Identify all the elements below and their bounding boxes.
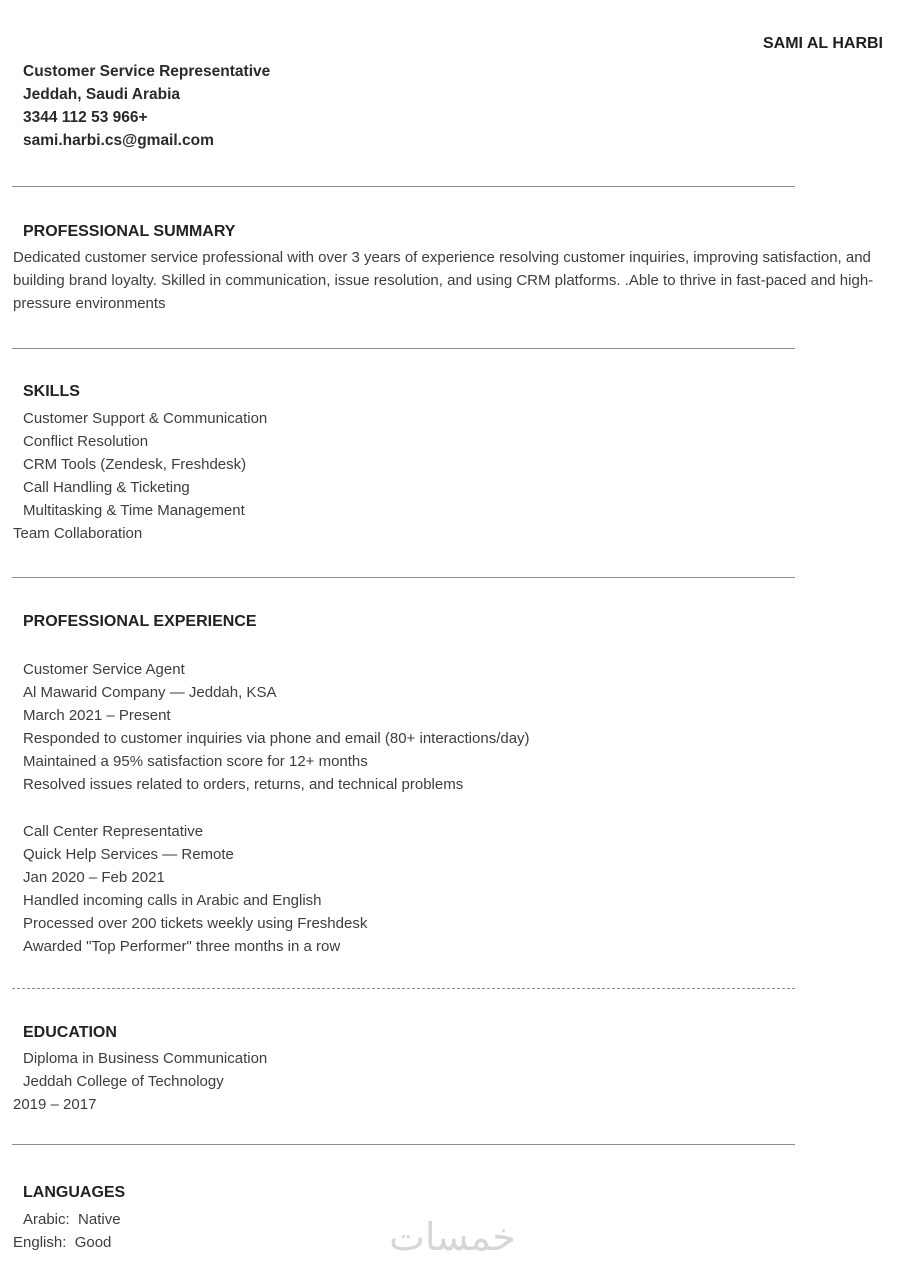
skills-list <box>0 407 905 545</box>
education-school: Jeddah College of Technology <box>23 1073 224 1090</box>
job-bullet: Awarded "Top Performer" three months in a row <box>23 938 341 955</box>
section-divider <box>12 348 795 349</box>
education-block <box>0 1047 905 1116</box>
job-company: Quick Help Services — Remote <box>23 846 234 863</box>
job-dates: March 2021 – Present <box>23 707 171 724</box>
section-divider <box>12 577 795 578</box>
skills-section <box>0 383 905 545</box>
candidate-email: sami.harbi.cs@gmail.com <box>23 132 214 149</box>
section-divider-dashed <box>12 988 795 989</box>
skill-item: Team Collaboration <box>13 525 143 542</box>
job-title: Customer Service Agent <box>23 661 185 678</box>
skill-item: CRM Tools (Zendesk, Freshdesk) <box>23 456 247 473</box>
job-bullet: Handled incoming calls in Arabic and English <box>23 892 322 909</box>
education-dates: 2019 – 2017 <box>13 1096 97 1113</box>
khamsat-watermark: خمسات <box>389 1217 516 1259</box>
candidate-title: Customer Service Representative <box>23 63 271 80</box>
candidate-location: Jeddah, Saudi Arabia <box>23 86 181 103</box>
job-dates: Jan 2020 – Feb 2021 <box>23 869 165 886</box>
language-english: English: Good <box>13 1234 112 1251</box>
job-bullet: Processed over 200 tickets weekly using Freshdesk <box>23 915 368 932</box>
summary-section <box>0 223 905 315</box>
candidate-phone: 3344 112 53 966+ <box>23 109 148 126</box>
skills-heading: SKILLS <box>23 383 80 400</box>
section-divider <box>12 186 795 187</box>
experience-section <box>0 613 905 958</box>
job-bullet: Resolved issues related to orders, returns, and technical problems <box>23 776 464 793</box>
contact-block <box>23 60 905 152</box>
experience-heading: PROFESSIONAL EXPERIENCE <box>23 613 257 630</box>
job-title: Call Center Representative <box>23 823 204 840</box>
skill-item: Call Handling & Ticketing <box>23 479 190 496</box>
section-divider <box>12 1144 795 1145</box>
education-section <box>0 1024 905 1116</box>
summary-text: Dedicated customer service professional with over 3 years of experience resolving customer inquiries, improving satisfaction, and building brand loyalty. Skilled in communication, issue resolution, and using CRM platforms. .Able to thrive in fast-paced and high-pressure environments <box>13 249 874 312</box>
skill-item: Conflict Resolution <box>23 433 149 450</box>
language-arabic: Arabic: Native <box>23 1211 121 1228</box>
candidate-name: SAMI AL HARBI <box>763 35 883 52</box>
education-degree: Diploma in Business Communication <box>23 1050 268 1067</box>
summary-heading: PROFESSIONAL SUMMARY <box>23 223 236 240</box>
skill-item: Multitasking & Time Management <box>23 502 245 519</box>
job-bullet: Responded to customer inquiries via phone and email (80+ interactions/day) <box>23 730 530 747</box>
job-entry <box>0 820 905 958</box>
skill-item: Customer Support & Communication <box>23 410 268 427</box>
education-heading: EDUCATION <box>23 1024 117 1041</box>
job-bullet: Maintained a 95% satisfaction score for 12+ months <box>23 753 368 770</box>
job-entry <box>0 658 905 796</box>
languages-heading: LANGUAGES <box>23 1184 126 1201</box>
job-company: Al Mawarid Company — Jeddah, KSA <box>23 684 277 701</box>
